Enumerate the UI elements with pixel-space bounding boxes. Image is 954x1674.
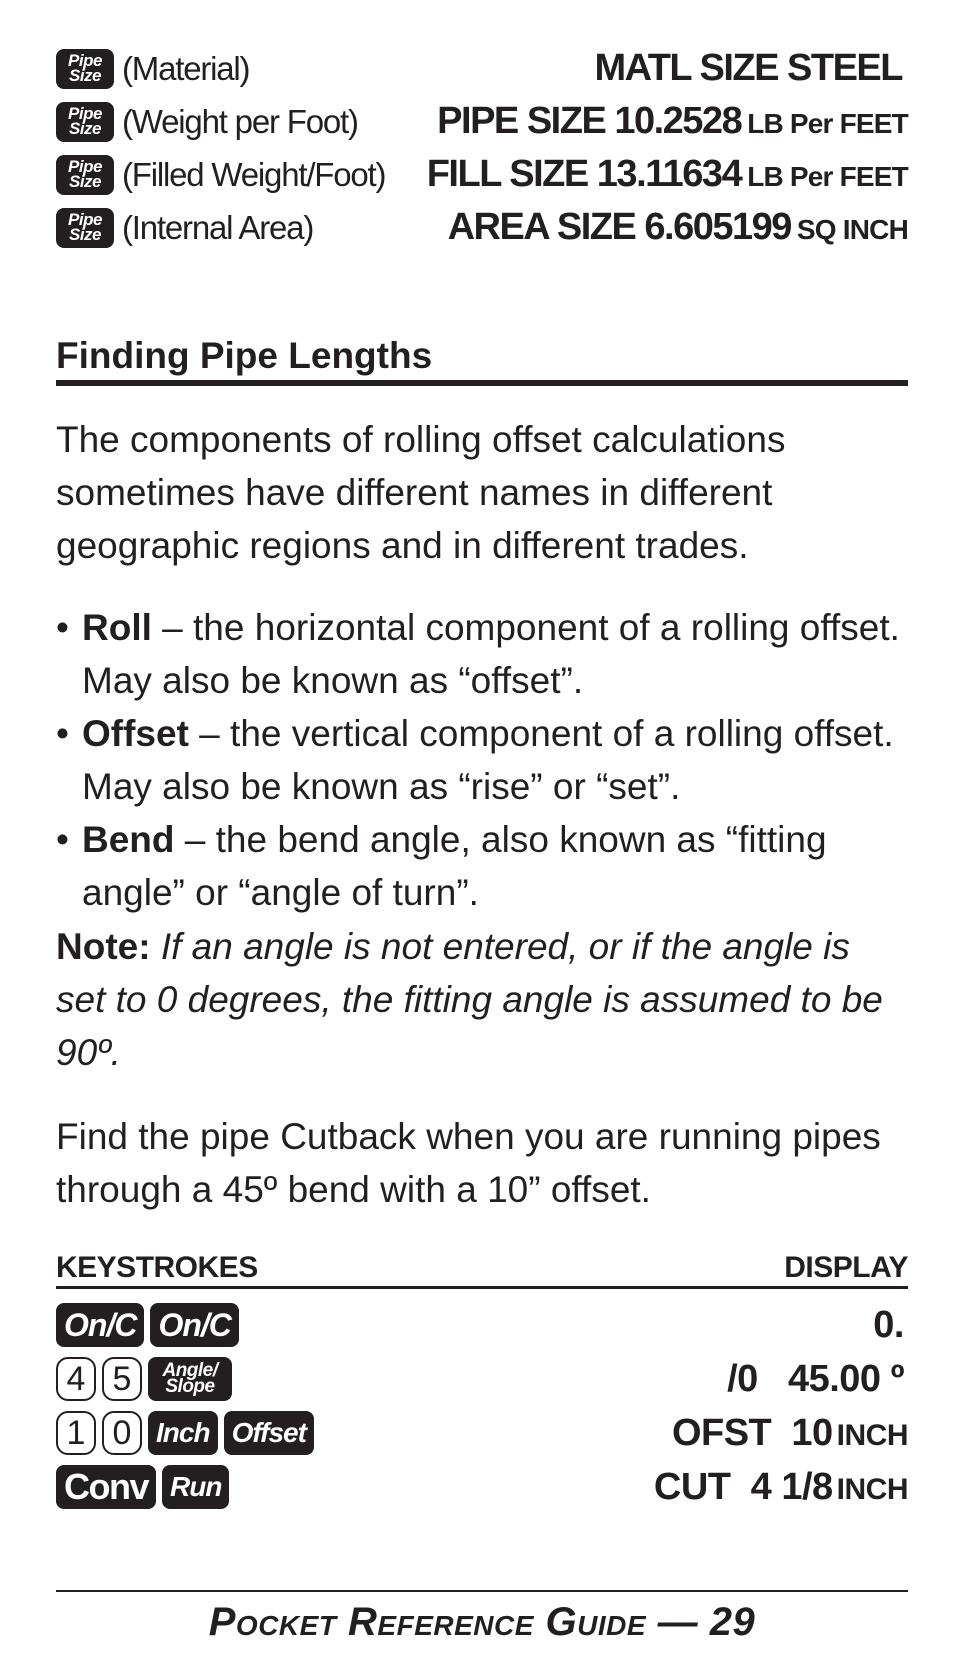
on-clear-key-icon: On/C [56, 1303, 144, 1347]
list-item-roll [56, 601, 908, 707]
offset-key-icon: Offset [224, 1411, 314, 1455]
definition-text: – the vertical component of a rolling offset. May also be known as “rise” or “set”. [82, 713, 894, 807]
digit-5-key-icon: 5 [102, 1357, 142, 1401]
angle-slope-key-icon: Angle/ Slope [148, 1357, 232, 1401]
example-task: Find the pipe Cutback when you are running pipes through a 45º bend with a 10” offset. [56, 1116, 881, 1210]
definition-term: Offset [82, 713, 189, 754]
table-row [56, 1406, 908, 1460]
table-row [56, 1352, 908, 1406]
on-clear-key-icon: On/C [150, 1303, 238, 1347]
display-readout: /0 45.00 º [727, 1357, 904, 1400]
pipe-result-internal-area [56, 201, 908, 254]
digit-1-key-icon: 1 [56, 1411, 96, 1455]
list-item-offset [56, 707, 908, 813]
pipe-result-display: AREA SIZE 6.605199 SQ INCH [447, 206, 908, 248]
keystroke-sequence [56, 1303, 239, 1347]
display-readout: OFST 10 INCH [671, 1411, 908, 1454]
keystroke-sequence [56, 1465, 229, 1509]
manual-page [56, 0, 908, 1674]
pipe-size-key-icon: Pipe Size [56, 155, 114, 195]
section-title: Finding Pipe Lengths [56, 332, 908, 386]
pipe-result-description: (Internal Area) [122, 208, 314, 246]
keystroke-sequence [56, 1357, 232, 1401]
note-text: If an angle is not entered, or if the angle is set to 0 degrees, the fitting angle is assumed to be 90º. [56, 926, 883, 1073]
pipe-result-filled-weight [56, 148, 908, 201]
inch-key-icon: Inch [148, 1411, 218, 1455]
table-row [56, 1298, 908, 1352]
keystroke-sequence [56, 1411, 314, 1455]
pipe-size-results [56, 42, 908, 254]
definition-term: Bend [82, 819, 175, 860]
note-paragraph [56, 920, 908, 1079]
pipe-size-key-icon: Pipe Size [56, 49, 114, 89]
pipe-result-material [56, 42, 908, 95]
display-readout: CUT 4 1/8 INCH [653, 1465, 908, 1508]
pipe-result-display: MATL SIZE STEEL [594, 47, 902, 89]
pipe-size-key-icon: Pipe Size [56, 208, 114, 248]
definition-term: Roll [82, 607, 152, 648]
definition-text: – the horizontal component of a rolling offset. May also be known as “offset”. [82, 607, 900, 701]
conv-key-icon: Conv [56, 1465, 156, 1509]
pipe-result-description: (Filled Weight/Foot) [122, 155, 386, 193]
run-key-icon: Run [162, 1465, 229, 1509]
digit-4-key-icon: 4 [56, 1357, 96, 1401]
pipe-result-description: (Material) [122, 49, 250, 87]
page-footer: Pocket Reference Guide — 29 [208, 1600, 756, 1644]
list-item-bend [56, 813, 908, 919]
definition-list [56, 601, 908, 919]
intro-paragraph: The components of rolling offset calculations sometimes have different names in different geographic regions and in different trades. [56, 419, 786, 566]
display-column-header: DISPLAY [784, 1251, 908, 1284]
keystroke-table [56, 1298, 908, 1514]
digit-0-key-icon: 0 [102, 1411, 142, 1455]
pipe-result-description: (Weight per Foot) [122, 102, 358, 140]
table-row [56, 1460, 908, 1514]
definition-text: – the bend angle, also known as “fitting angle” or “angle of turn”. [82, 819, 827, 913]
pipe-size-key-icon: Pipe Size [56, 102, 114, 142]
footer-divider [56, 1590, 908, 1592]
display-readout: 0. [873, 1303, 904, 1346]
keystrokes-column-header: KEYSTROKES [56, 1251, 258, 1284]
pipe-result-display: PIPE SIZE 10.2528 LB Per FEET [437, 100, 908, 142]
note-label: Note: [56, 926, 151, 967]
pipe-result-display: FILL SIZE 13.11634 LB Per FEET [426, 153, 908, 195]
pipe-result-weight [56, 95, 908, 148]
keystroke-table-header [56, 1250, 908, 1289]
